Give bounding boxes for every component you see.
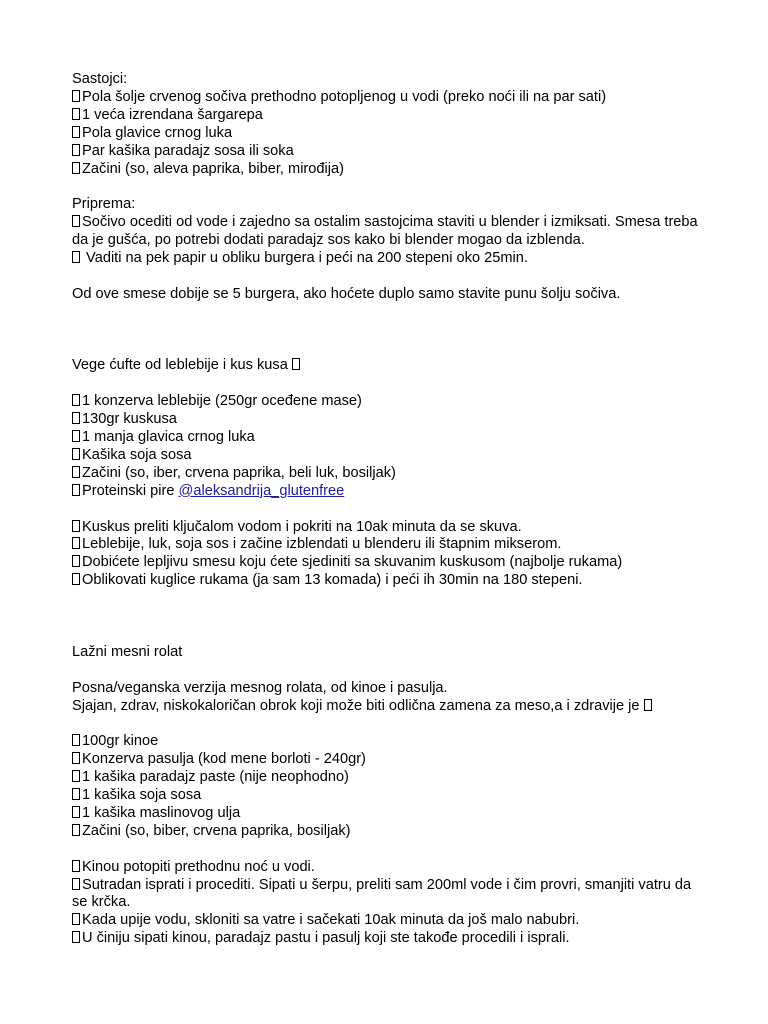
list-item: Kašika soja sosa <box>72 447 708 465</box>
spacer <box>72 322 708 340</box>
spacer <box>72 304 708 322</box>
list-item: Pola glavice crnog luka <box>72 125 708 143</box>
list-item: 1 kašika paradajz paste (nije neophodno) <box>72 769 708 787</box>
spacer <box>72 501 708 519</box>
list-item: Proteinski pire @aleksandrija_glutenfree <box>72 483 708 501</box>
mention-link[interactable]: @aleksandrija_glutenfree <box>178 482 345 499</box>
list-item: Par kašika paradajz sosa ili soka <box>72 143 708 161</box>
list-item: U činiju sipati kinou, paradajz pastu i pasulj koji ste takođe procedili i isprali. <box>72 930 708 948</box>
missing-glyph-box-icon <box>72 520 80 532</box>
missing-glyph-box-icon <box>72 90 80 102</box>
missing-glyph-box-icon <box>72 412 80 424</box>
list-item: 1 veća izrendana šargarepa <box>72 107 708 125</box>
list-item: Sutradan isprati i proceditі. Sipati u šerpu, preliti sam 200ml vode i čim provri, smanjiti vatru da se krčka. <box>72 876 696 911</box>
missing-glyph-box-icon <box>72 430 80 442</box>
list-item: Vaditi na pek papir u obliku burgera i peći na 200 stepeni oko 25min. <box>72 250 708 268</box>
missing-glyph-box-icon <box>72 251 80 263</box>
list-item: 1 konzerva leblebije (250gr oceđene mase) <box>72 393 708 411</box>
missing-glyph-box-icon <box>72 555 80 567</box>
missing-glyph-box-icon <box>72 537 80 549</box>
list-item: 1 manja glavica crnog luka <box>72 429 708 447</box>
missing-glyph-box-icon <box>292 358 300 370</box>
missing-glyph-box-icon <box>72 215 80 227</box>
missing-glyph-box-icon <box>72 144 80 156</box>
missing-glyph-box-icon <box>72 394 80 406</box>
list-item: Kinou potopiti prethodnu noć u vodi. <box>72 859 708 877</box>
missing-glyph-box-icon <box>72 806 80 818</box>
missing-glyph-box-icon <box>72 126 80 138</box>
list-item: 1 kašika soja sosa <box>72 787 708 805</box>
recipe3-steps <box>72 859 708 949</box>
spacer <box>72 340 708 358</box>
list-item: 130gr kuskusa <box>72 411 708 429</box>
spacer <box>72 662 708 680</box>
prep-heading: Priprema: <box>72 196 136 213</box>
list-item: Dobićete lepljivu smesu koju ćete sjediniti sa skuvanim kuskusom (najbolje rukama) <box>72 554 708 572</box>
missing-glyph-box-icon <box>72 824 80 836</box>
recipe3-intro: Posna/veganska verzija mesnog rolata, od kinoe i pasulja. <box>72 679 448 696</box>
recipe2-title: Vege ćufte od leblebije i kus kusa <box>72 357 708 375</box>
recipe1-steps <box>72 214 708 268</box>
spacer <box>72 715 708 733</box>
missing-glyph-box-icon <box>72 913 80 925</box>
recipe1-note: Od ove smese dobije se 5 burgera, ako hoćete duplo samo stavite punu šolju sočiva. <box>72 285 621 302</box>
spacer <box>72 590 708 608</box>
spacer <box>72 626 708 644</box>
spacer <box>72 178 708 196</box>
missing-glyph-box-icon <box>72 860 80 872</box>
missing-glyph-box-icon <box>72 108 80 120</box>
missing-glyph-box-icon <box>72 484 80 496</box>
list-item: Konzerva pasulja (kod mene borloti - 240gr) <box>72 751 708 769</box>
missing-glyph-box-icon <box>72 466 80 478</box>
list-item: Kada upije vodu, skloniti sa vatre i sačekati 10ak minuta da još malo nabubri. <box>72 912 708 930</box>
list-item: 1 kašika maslinovog ulja <box>72 805 708 823</box>
spacer <box>72 841 708 859</box>
missing-glyph-box-icon <box>72 788 80 800</box>
recipe2-steps <box>72 519 708 591</box>
recipe3-ingredient-list <box>72 733 708 840</box>
missing-glyph-box-icon <box>72 878 80 890</box>
spacer <box>72 268 708 286</box>
list-item: Pola šolje crvenog sočiva prethodno potopljenog u vodi (preko noći ili na par sati) <box>72 89 708 107</box>
list-item: Oblikovati kuglice rukama (ja sam 13 komada) i peći ih 30min na 180 stepeni. <box>72 572 708 590</box>
missing-glyph-box-icon <box>644 699 652 711</box>
missing-glyph-box-icon <box>72 931 80 943</box>
missing-glyph-box-icon <box>72 162 80 174</box>
recipe3-intro: Sjajan, zdrav, niskokaloričan obrok koji može biti odlična zamena za meso,a i zdravije je <box>72 698 708 716</box>
list-item: Začini (so, aleva paprika, biber, mirođija) <box>72 161 708 179</box>
missing-glyph-box-icon <box>72 448 80 460</box>
list-item: Kuskus preliti ključalom vodom i pokriti na 10ak minuta da se skuva. <box>72 519 708 537</box>
list-item: Leblebije, luk, soja sos i začine izblendati u blenderu ili štapnim mikserom. <box>72 536 708 554</box>
missing-glyph-box-icon <box>72 573 80 585</box>
missing-glyph-box-icon <box>72 770 80 782</box>
recipe1-ingredient-list <box>72 89 708 179</box>
list-item: 100gr kinoe <box>72 733 708 751</box>
ingredients-heading: Sastojci: <box>72 71 128 87</box>
missing-glyph-box-icon <box>72 752 80 764</box>
list-item: Sočivo oceditі od vode i zajedno sa ostalim sastojcima staviti u blender i izmiksati. Smesa treba da je gušća, po potrebi dodati paradajz sos kako bi blender mogao da izblenda. <box>72 214 702 249</box>
recipe2-ingredient-list <box>72 393 708 500</box>
missing-glyph-box-icon <box>72 734 80 746</box>
spacer <box>72 608 708 626</box>
recipe3-title: Lažni mesni rolat <box>72 643 183 660</box>
list-item: Začini (so, biber, crvena paprika, bosiljak) <box>72 823 708 841</box>
spacer <box>72 375 708 393</box>
list-item: Začini (so, iber, crvena paprika, beli luk, bosiljak) <box>72 465 708 483</box>
